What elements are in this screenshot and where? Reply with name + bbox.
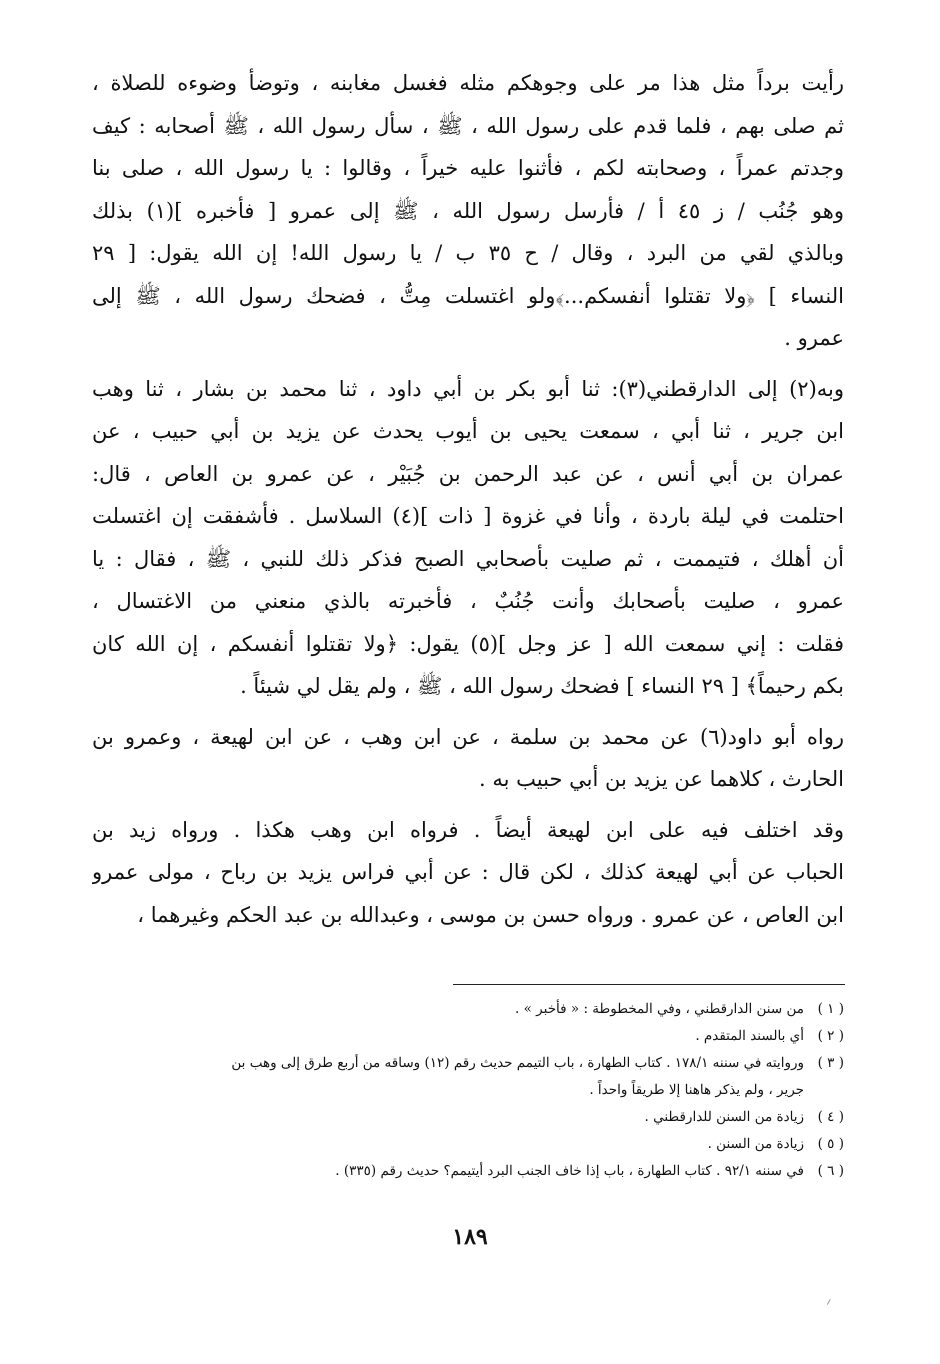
scan-speck: [827, 1299, 834, 1307]
footnote-number: ( ٢ ): [817, 1028, 844, 1044]
footnote-divider: [453, 984, 845, 985]
paragraph: [92, 809, 844, 937]
text-line: عمرو ، صليت بأصحابك وأنت جُنُبٌ ، فأخبرته بالذي منعني من الاغتسال ،: [92, 589, 844, 613]
footnote: [92, 1158, 844, 1185]
text-line: الحباب عن أبي لهيعة كذلك ، لكن قال : عن أبي فراس يزيد بن رباح ، مولى عمرو: [92, 860, 844, 884]
footnote: [92, 1050, 844, 1077]
footnote: [92, 996, 844, 1023]
text-line: ثم صلى بهم ، فلما قدم على رسول الله ، ﷺ ، سأل رسول الله ، ﷺ أصحابه : كيف: [92, 113, 844, 138]
footnote: [92, 1131, 844, 1158]
text-line: ابن العاص ، عن عمرو . ورواه حسن بن موسى ، وعبدالله بن عبد الحكم وغيرهما ،: [137, 902, 844, 927]
footnote-number: ( ٤ ): [817, 1109, 844, 1125]
text-line: عمرو .: [784, 326, 844, 350]
text-line: وبالذي لقي من البرد ، وقال / ح ٣٥ ب / يا رسول الله! إن الله يقول: [ ٢٩: [92, 241, 844, 265]
footnote-continuation: جرير ، ولم يذكر هاهنا إلا طريقاً واحداً .: [589, 1082, 804, 1098]
text-line: وبه(٢) إلى الدارقطني(٣): ثنا أبو بكر بن أبي داود ، ثنا محمد بن بشار ، ثنا وهب: [92, 376, 844, 401]
footnote-text: زيادة من السنن للدارقطني .: [644, 1109, 804, 1125]
text-line: احتلمت في ليلة باردة ، وأنا في غزوة [ ذات ](٤) السلاسل . فأشفقت إن اغتسلت: [92, 504, 844, 528]
text-line: وقد اختلف فيه على ابن لهيعة أيضاً . فرواه ابن وهب هكذا . ورواه زيد بن: [92, 817, 844, 842]
paragraph: [92, 62, 844, 360]
footnote-number: ( ٣ ): [817, 1055, 844, 1071]
footnote-number: ( ٥ ): [817, 1136, 844, 1152]
text-line: عمران بن أبي أنس ، عن عبد الرحمن بن جُبَيْر ، عن عمرو بن العاص ، قال:: [92, 461, 844, 486]
text-line: رواه أبو داود(٦) عن محمد بن سلمة ، عن ابن وهب ، عن ابن لهيعة ، وعمرو بن: [92, 724, 844, 749]
footnote-text: زيادة من السنن .: [707, 1136, 804, 1152]
text-line: أن أهلك ، فتيممت ، ثم صليت بأصحابي الصبح فذكر ذلك للنبي ، ﷺ ، فقال : يا: [92, 546, 844, 571]
text-line: فقلت : إني سمعت الله [ عز وجل ](٥) يقول: ﴿ولا تقتلوا أنفسكم ، إن الله كان: [92, 631, 844, 656]
footnote-number: ( ٦ ): [817, 1163, 844, 1179]
footnote-text: أي بالسند المتقدم .: [695, 1028, 804, 1044]
text-line: النساء ] ﴿ولا تقتلوا أنفسكم...﴾ولو اغتسلت مِتُّ ، فضحك رسول الله ، ﷺ إلى: [92, 283, 844, 308]
main-text: [92, 62, 844, 944]
text-line: ابن جرير ، ثنا أبي ، سمعت يحيى بن أيوب يحدث عن يزيد بن أبي حبيب ، عن: [92, 419, 844, 443]
text-line: بكم رحيماً﴾ [ ٢٩ النساء ] فضحك رسول الله ، ﷺ ، ولم يقل لي شيئاً .: [240, 674, 844, 698]
footnote-text: وروايته في سننه ١٧٨/١ . كتاب الطهارة ، باب التيمم حديث رقم (١٢) وساقه من أربع طرق إلى وهب بن: [231, 1055, 804, 1071]
page-number: ١٨٩: [452, 1224, 488, 1250]
footnote-text: في سننه ٩٢/١ . كتاب الطهارة ، باب إذا خاف الجنب البرد أيتيمم؟ حديث رقم (٣٣٥) .: [335, 1163, 804, 1179]
footnote-text: من سنن الدارقطني ، وفي المخطوطة : « فأخبر » .: [515, 1001, 804, 1017]
footnote-number: ( ١ ): [817, 1001, 844, 1017]
footnote: [92, 1104, 844, 1131]
paragraph: [92, 368, 844, 708]
paragraph: [92, 716, 844, 801]
text-line: وهو جُنُب / ز ٤٥ أ / فأرسل رسول الله ، ﷺ إلى عمرو [ فأخبره ](١) بذلك: [92, 198, 844, 223]
text-line: وجدتم عمراً ، وصحابته لكم ، فأثنوا عليه خيراً ، وقالوا : يا رسول الله ، صلى بنا: [92, 156, 844, 180]
text-line: رأيت برداً مثل هذا مر على وجوهكم مثله فغسل مغابنه ، وتوضأ وضوءه للصلاة ،: [92, 71, 844, 95]
footnote: [92, 1023, 844, 1050]
text-line: الحارث ، كلاهما عن يزيد بن أبي حبيب به .: [479, 767, 844, 791]
footnotes: [92, 996, 844, 1185]
